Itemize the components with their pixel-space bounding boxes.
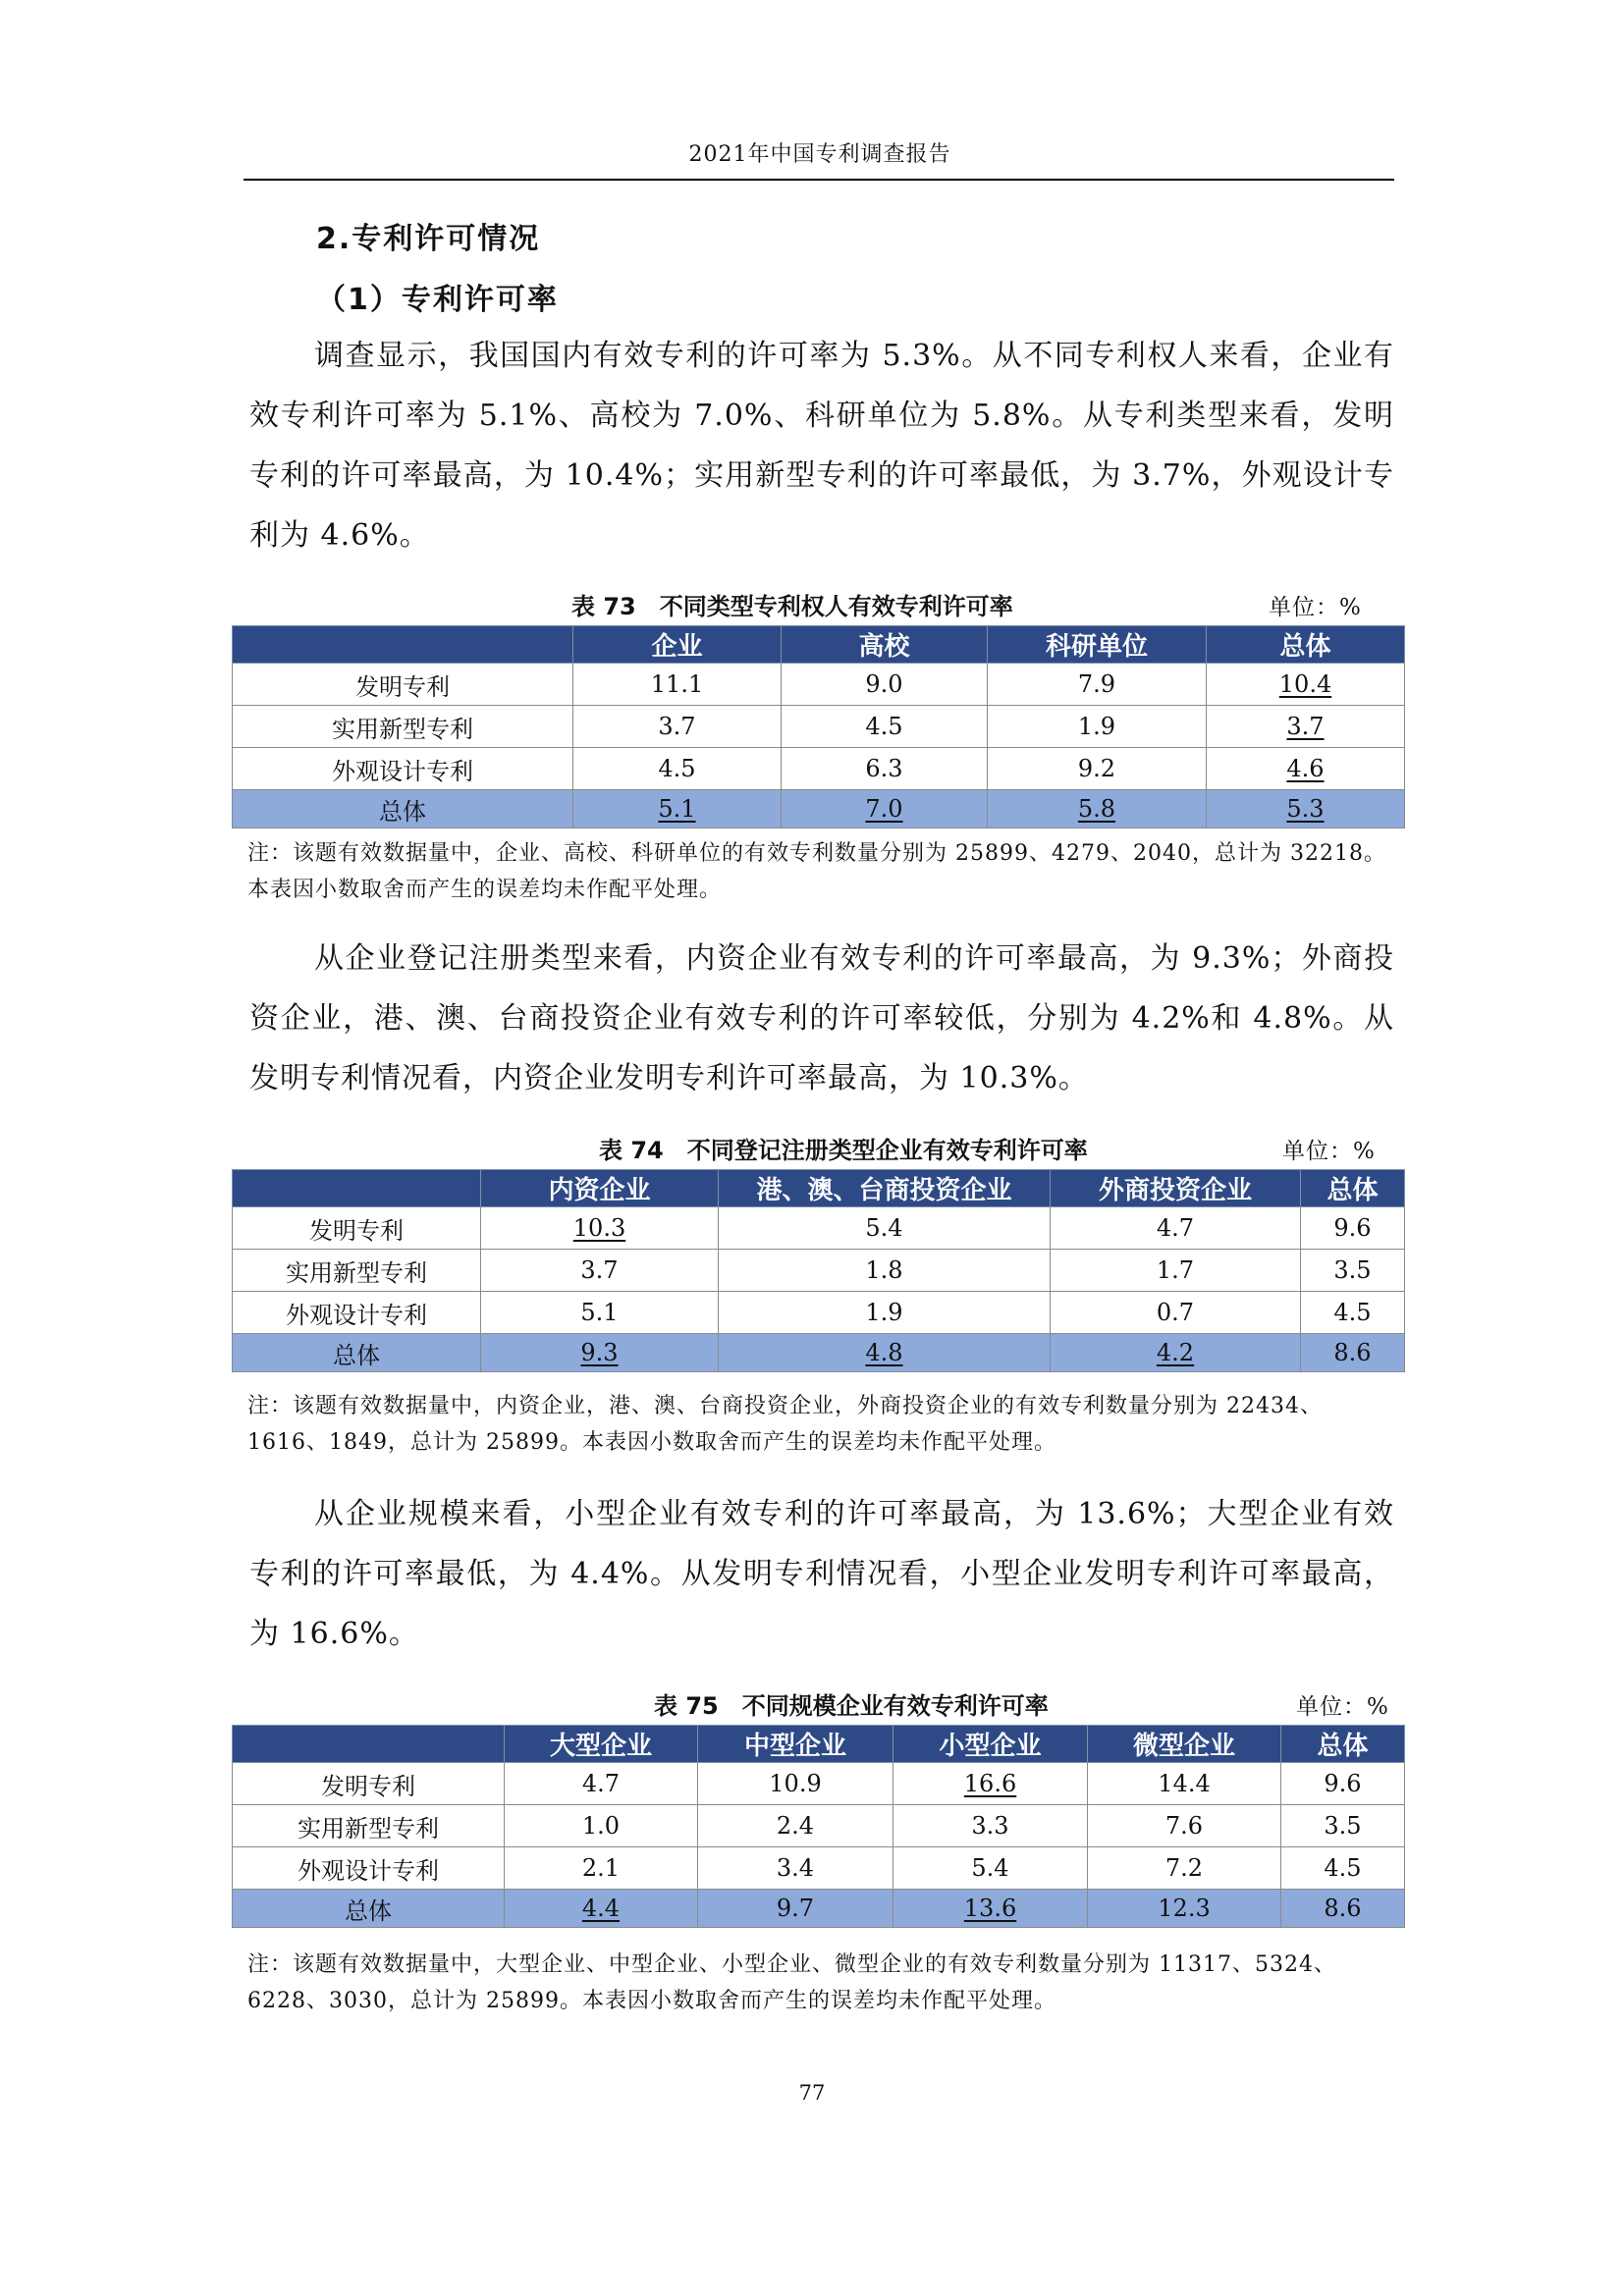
cell-value: 5.1 xyxy=(658,795,696,823)
table-cell: 4.5 xyxy=(782,706,988,748)
column-header xyxy=(233,1170,481,1207)
table-cell: 10.9 xyxy=(698,1763,893,1805)
cell-value: 5.8 xyxy=(1077,795,1116,823)
column-header: 高校 xyxy=(782,626,988,664)
column-header: 港、澳、台商投资企业 xyxy=(719,1170,1051,1207)
cell-value: 4.6 xyxy=(1286,755,1325,782)
table-cell: 1.8 xyxy=(719,1250,1051,1292)
column-header: 总体 xyxy=(1281,1726,1405,1763)
row-label: 总体 xyxy=(233,790,573,828)
table-75-unit: 单位：% xyxy=(1296,1694,1389,1720)
table-cell: 3.7 xyxy=(481,1250,719,1292)
table-cell xyxy=(481,1334,719,1372)
table-cell: 3.5 xyxy=(1281,1805,1405,1847)
table-cell: 9.0 xyxy=(782,664,988,706)
table-total-row xyxy=(233,1890,1405,1928)
table-cell: 2.1 xyxy=(505,1847,698,1890)
column-header: 企业 xyxy=(573,626,782,664)
table-cell: 12.3 xyxy=(1088,1890,1281,1928)
table-73-caption: 表 73 不同类型专利权人有效专利许可率 xyxy=(571,593,1013,620)
table-header-row xyxy=(233,626,1405,664)
table-cell: 3.3 xyxy=(893,1805,1088,1847)
table-cell: 8.6 xyxy=(1281,1890,1405,1928)
cell-value: 9.3 xyxy=(580,1339,619,1366)
cell-value: 5.3 xyxy=(1286,795,1325,823)
column-header xyxy=(233,626,573,664)
table-cell xyxy=(893,1763,1088,1805)
table-cell: 4.5 xyxy=(1281,1847,1405,1890)
table-73-unit: 单位：% xyxy=(1269,595,1362,620)
table-cell: 5.4 xyxy=(719,1207,1051,1250)
page-number: 77 xyxy=(798,2081,826,2105)
table-75-note: 注：该题有效数据量中，大型企业、中型企业、小型企业、微型企业的有效专利数量分别为 11317、5324、6228、3030，总计为 25899。本表因小数取舍而产生的误差均未作配平处理。 xyxy=(247,1952,1336,2013)
table-74-unit: 单位：% xyxy=(1282,1139,1376,1164)
cell-value: 10.3 xyxy=(572,1214,626,1242)
table-cell: 1.9 xyxy=(988,706,1207,748)
table-cell: 8.6 xyxy=(1301,1334,1405,1372)
table-cell: 14.4 xyxy=(1088,1763,1281,1805)
table-cell xyxy=(1207,706,1405,748)
table-cell: 9.7 xyxy=(698,1890,893,1928)
table-cell: 11.1 xyxy=(573,664,782,706)
table-cell: 7.6 xyxy=(1088,1805,1281,1847)
table-cell: 4.5 xyxy=(1301,1292,1405,1334)
row-label: 外观设计专利 xyxy=(233,1847,505,1890)
column-header: 总体 xyxy=(1301,1170,1405,1207)
column-header: 科研单位 xyxy=(988,626,1207,664)
paragraph-2: 从企业登记注册类型来看，内资企业有效专利的许可率最高，为 9.3%；外商投资企业，港、澳、台商投资企业有效专利的许可率较低，分别为 4.2%和 4.8%。从发明专利情况看，内资企业发明专利许可率最高，为 10.3%。 xyxy=(249,941,1394,1095)
row-label: 实用新型专利 xyxy=(233,1805,505,1847)
table-73 xyxy=(232,625,1405,828)
table-row xyxy=(233,1763,1405,1805)
table-row xyxy=(233,1847,1405,1890)
table-cell xyxy=(988,790,1207,828)
table-cell: 6.3 xyxy=(782,748,988,790)
table-cell: 9.6 xyxy=(1281,1763,1405,1805)
paragraph-1: 调查显示，我国国内有效专利的许可率为 5.3%。从不同专利权人来看，企业有效专利许可率为 5.1%、高校为 7.0%、科研单位为 5.8%。从专利类型来看，发明专利的许可率最高，为 10.4%；实用新型专利的许可率最低，为 3.7%，外观设计专利为 4.6%。 xyxy=(249,339,1394,553)
column-header: 外商投资企业 xyxy=(1051,1170,1301,1207)
cell-value: 10.4 xyxy=(1278,670,1332,698)
row-label: 外观设计专利 xyxy=(233,748,573,790)
column-header: 大型企业 xyxy=(505,1726,698,1763)
cell-value: 13.6 xyxy=(963,1895,1017,1922)
table-cell: 1.0 xyxy=(505,1805,698,1847)
paragraph-3: 从企业规模来看，小型企业有效专利的许可率最高，为 13.6%；大型企业有效专利的许可率最低，为 4.4%。从发明专利情况看，小型企业发明专利许可率最高，为 16.6%。 xyxy=(249,1497,1394,1651)
table-header-row xyxy=(233,1170,1405,1207)
cell-value: 4.4 xyxy=(581,1895,621,1922)
table-total-row xyxy=(233,790,1405,828)
table-cell xyxy=(481,1207,719,1250)
row-label: 发明专利 xyxy=(233,664,573,706)
row-label: 总体 xyxy=(233,1334,481,1372)
row-label: 外观设计专利 xyxy=(233,1292,481,1334)
table-cell: 9.2 xyxy=(988,748,1207,790)
table-cell: 3.5 xyxy=(1301,1250,1405,1292)
table-cell xyxy=(1207,664,1405,706)
table-73-note: 注：该题有效数据量中，企业、高校、科研单位的有效专利数量分别为 25899、4279、2040，总计为 32218。本表因小数取舍而产生的误差均未作配平处理。 xyxy=(247,841,1386,902)
table-cell xyxy=(893,1890,1088,1928)
table-cell xyxy=(782,790,988,828)
table-row xyxy=(233,1207,1405,1250)
table-cell: 5.1 xyxy=(481,1292,719,1334)
cell-value: 7.0 xyxy=(865,795,903,823)
table-row xyxy=(233,1805,1405,1847)
table-cell: 0.7 xyxy=(1051,1292,1301,1334)
cell-value: 4.2 xyxy=(1156,1339,1195,1366)
table-cell: 3.7 xyxy=(573,706,782,748)
table-cell xyxy=(1207,748,1405,790)
row-label: 总体 xyxy=(233,1890,505,1928)
table-header-row xyxy=(233,1726,1405,1763)
table-cell: 9.6 xyxy=(1301,1207,1405,1250)
table-75 xyxy=(232,1725,1405,1928)
header-rule xyxy=(244,179,1394,181)
table-total-row xyxy=(233,1334,1405,1372)
table-cell: 2.4 xyxy=(698,1805,893,1847)
table-74-note: 注：该题有效数据量中，内资企业，港、澳、台商投资企业，外商投资企业的有效专利数量分别为 22434、1616、1849，总计为 25899。本表因小数取舍而产生的误差均未作配平处理。 xyxy=(247,1394,1323,1455)
section-heading: 2.专利许可情况 xyxy=(316,222,541,256)
table-cell: 1.9 xyxy=(719,1292,1051,1334)
row-label: 实用新型专利 xyxy=(233,706,573,748)
column-header: 中型企业 xyxy=(698,1726,893,1763)
table-cell: 3.4 xyxy=(698,1847,893,1890)
column-header: 微型企业 xyxy=(1088,1726,1281,1763)
running-header: 2021年中国专利调查报告 xyxy=(688,142,951,167)
table-cell xyxy=(505,1890,698,1928)
column-header xyxy=(233,1726,505,1763)
table-cell: 5.4 xyxy=(893,1847,1088,1890)
table-row xyxy=(233,664,1405,706)
cell-value: 3.7 xyxy=(1286,713,1325,740)
table-cell xyxy=(719,1334,1051,1372)
row-label: 发明专利 xyxy=(233,1207,481,1250)
cell-value: 4.8 xyxy=(865,1339,903,1366)
table-cell xyxy=(573,790,782,828)
table-cell xyxy=(1051,1334,1301,1372)
column-header: 总体 xyxy=(1207,626,1405,664)
table-cell: 7.2 xyxy=(1088,1847,1281,1890)
table-cell xyxy=(1207,790,1405,828)
subsection-heading: （1）专利许可率 xyxy=(316,283,559,317)
cell-value: 16.6 xyxy=(963,1770,1017,1797)
table-74-caption: 表 74 不同登记注册类型企业有效专利许可率 xyxy=(599,1137,1088,1164)
table-row xyxy=(233,706,1405,748)
table-cell: 1.7 xyxy=(1051,1250,1301,1292)
table-cell: 7.9 xyxy=(988,664,1207,706)
row-label: 实用新型专利 xyxy=(233,1250,481,1292)
table-cell: 4.7 xyxy=(505,1763,698,1805)
column-header: 内资企业 xyxy=(481,1170,719,1207)
table-74 xyxy=(232,1169,1405,1372)
table-row xyxy=(233,1250,1405,1292)
table-cell: 4.5 xyxy=(573,748,782,790)
table-75-caption: 表 75 不同规模企业有效专利许可率 xyxy=(654,1692,1049,1720)
table-cell: 4.7 xyxy=(1051,1207,1301,1250)
table-row xyxy=(233,1292,1405,1334)
column-header: 小型企业 xyxy=(893,1726,1088,1763)
row-label: 发明专利 xyxy=(233,1763,505,1805)
table-row xyxy=(233,748,1405,790)
